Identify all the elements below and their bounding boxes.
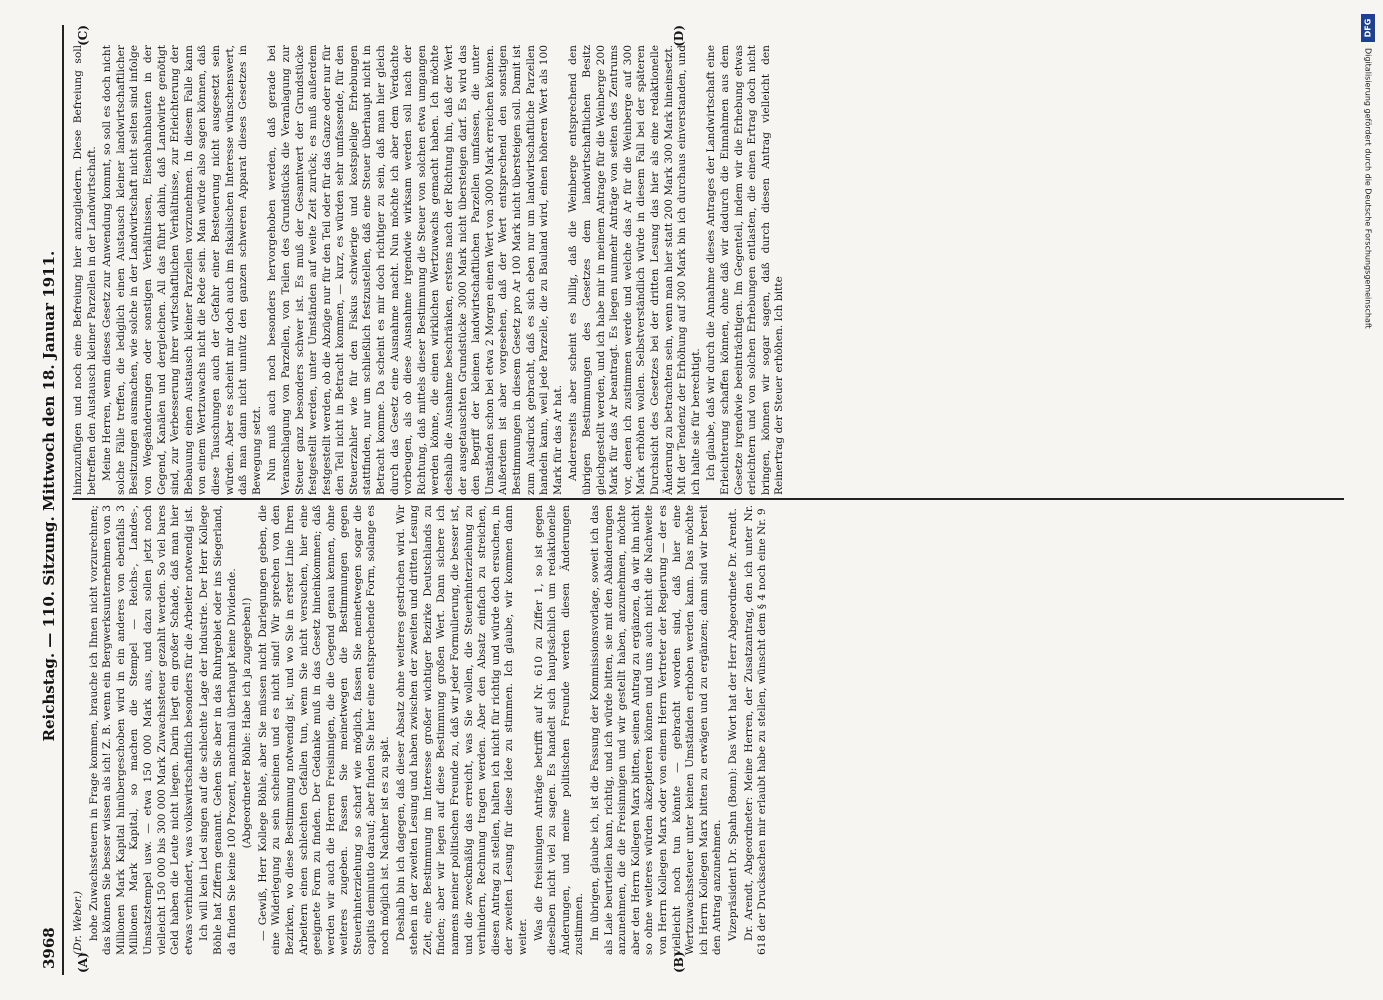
margin-marker-c: (C) <box>75 25 90 46</box>
right-paragraph: Nun muß auch noch besonders hervorgehoben werden, daß gerade bei Veranschlagung von Parzellen, von Teilen des Grundstücks die Veranlagung zur Steuer ganz besonders schwer ist. Es muß der Gesamtwert der Grundstücke festgestellt werden, unter Umständen auf weite Zeit zurück; es muß außerdem festgestellt werden, ob die Abzüge nur für den Teil oder für das Ganze oder nur für den Teil nicht in Betracht kommen, — kurz, es würden sehr umfassende, für den Steuerzahler wie für den Fiskus schwierige und kostspielige Erhebungen stattfinden, nur um schließlich festzustellen, daß eine Steuer überhaupt nicht in Betracht komme. Da scheint es mir doch richtiger zu sein, daß man hier gleich durch das Gesetz eine Ausnahme macht. Nun möchte ich aber dem Verdachte vorbeugen, als ob diese Ausnahme irgendwie wirksam werden soll nach der Richtung, daß mittels dieser Bestimmung die Steuer von solchen etwa umgangen werden könne, die einen wirklichen Wertzuwachs gemacht haben. Ich möchte deshalb die Ausnahme beschränken, erstens nach der Richtung hin, daß der Wert der ausgetauschten Grundstücke 3000 Mark nicht übersteigen darf. Es wird das den Begriff der kleinen landwirtschaftlichen Parzellen umfassen, die unter Umständen schon bei etwa 2 Morgen einen Wert von 3000 Mark erreichen können. Außerdem ist aber vorgesehen, daß der Wert entsprechend den sonstigen Bestimmungen in diesem Gesetz pro Ar 100 Mark nicht übersteigen soll. Damit ist zum Ausdruck gebracht, daß es sich eben nur um landwirtschaftliche Parzellen handeln kann, weil jede Parzelle, die zu Bauland wird, einen höheren Wert als 100 Mark für das Ar hat. <box>265 45 564 495</box>
left-paragraph: (Abgeordneter Böhle: Habe ich ja zugegeben!) <box>240 597 253 849</box>
margin-marker-d: (D) <box>671 25 686 47</box>
left-paragraph: Was die freisinnigen Anträge betrifft auf Nr. 610 zu Ziffer 1, so ist gegen dieselben nicht viel zu sagen. Es handelt sich hauptsächlich um redaktionelle Änderungen, und meine politischen Freunde werden diesen Änderungen zustimmen. <box>532 505 585 955</box>
rotated-page <box>32 25 1352 975</box>
speaker-tag: (Dr. Weber.) <box>71 890 84 955</box>
left-column <box>72 505 1344 955</box>
dfg-logo: DFG <box>1361 14 1375 42</box>
right-paragraph: hinzuzufügen und noch eine Befreiung hier anzugliedern. Diese Befreiung soll betreffen den Austausch kleiner Parzellen in der Landwirtschaft. <box>71 45 98 495</box>
right-column <box>72 45 1344 495</box>
page-title: Reichstag. — 110. Sitzung. Mittwoch den 18. Januar 1911. <box>39 250 58 742</box>
arendt-paragraph: Dr. Arendt, Abgeordneter: Meine Herren, der Zusatzantrag, den ich unter Nr. 618 der Drucksachen mir erlaubt habe zu stellen, wünscht dem § 4 noch eine Nr. 9 <box>742 505 768 955</box>
column-divider <box>72 498 1344 500</box>
left-paragraph: — Gewiß, Herr Kollege Böhle, aber Sie müssen nicht Darlegungen geben, die eine Widerlegung zu sein scheinen und es nicht sind! Wir sprechen von den Bezirken, wo diese Bestimmung notwendig ist, und wo Sie in erster Linie Ihren Arbeitern einen schlechten Gefallen tun, wenn Sie nicht versuchen, hier eine geeignete Form zu finden. Der Gedanke muß in das Gesetz hineinkommen; daß werden wir auch die Herren Freisinnigen, die die Gegend genau kennen, ohne weiteres zugeben. Fassen Sie meinetwegen die Bestimmungen gegen Steuerhinterziehung so scharf wie möglich, fassen Sie meinetwegen sogar die capitis deminutio darauf; aber finden Sie hier eine entsprechende Form, solange es noch möglich ist. Nachher ist es zu spät. <box>256 505 391 955</box>
left-paragraph: Deshalb bin ich dagegen, daß dieser Absatz ohne weiteres gestrichen wird. Wir stehen in der zweiten Lesung und haben zwischen der zweiten und dritten Lesung Zeit, eine Bestimmung im Interesse großer wichtiger Bezirke Deutschlands zu finden; aber wir legen auf diese Bestimmung großen Wert. Dann sichere ich namens meiner politischen Freunde zu, daß wir jeder Formulierung, die besser ist, und die zweckmäßig das erreicht, was Sie wollen, die Steuerhinterziehung zu verhindern, Rechnung tragen werden. Aber den Absatz einfach zu streichen, diesen Antrag zu stellen, halten ich nicht für richtig und würde doch ersuchen, in der zweiten Lesung für diese Idee zu stimmen. Ich glaube, wir kommen dann weiter. <box>394 505 529 955</box>
stamp-caption: Digitalisierung gefördert durch die Deutsche Forschungsgemeinschaft <box>1363 48 1373 329</box>
president-line: Vizepräsident Dr. Spahn (Bonn): Das Wort hat der Herr Abgeordnete Dr. Arendt. <box>726 508 739 941</box>
margin-marker-b: (B) <box>671 951 686 973</box>
margin-marker-a: (A) <box>75 952 90 973</box>
left-paragraph: Ich will kein Lied singen auf die schlechte Lage der Industrie. Der Herr Kollege Böhle hat Ziffern genannt. Gehen Sie aber in das Ruhrgebiet oder ins Siegerland, da finden Sie keine 100 Prozent, manchmal überhaupt keine Dividende. <box>197 505 238 955</box>
digitization-stamp <box>1361 6 1375 996</box>
page-number: 3968 <box>39 927 58 969</box>
right-paragraph: Meine Herren, wenn dieses Gesetz zur Anwendung kommt, so soll es doch nicht solche Fälle treffen, die lediglich einen Austausch kleiner landwirtschaftlicher Besitzungen ausmachen, wie solche in der Landwirtschaft nicht selten sind infolge von Wegeänderungen oder sonstigen Verhältnissen, Eisenbahnbauten in der Gegend, Kanälen und dergleichen. All das führt dahin, daß Landwirte genötigt sind, zur Verbesserung ihrer wirtschaftlichen Verhältnisse, zur Erleichterung der Bebauung einen Austausch kleiner Parzellen vorzunehmen. In diesem Falle kann von einem Wertzuwachs nicht die Rede sein. Man würde also sagen können, daß diese Tauschungen auch der Gefahr einer Besteuerung nicht ausgesetzt sein würden. Aber es scheint mir doch auch im fiskalischen Interesse wünschenswert, daß man dann nicht unnütz den ganzen schweren Apparat dieses Gesetzes in Bewegung setzt. <box>100 45 263 495</box>
right-paragraph: Andererseits aber scheint es billig, daß die Weinberge entsprechend den übrigen Bestimmungen des Gesetzes dem landwirtschaftlichen Besitz gleichgestellt werden, und ich habe mir in meinem Antrage für die Weinberge 200 Mark für das Ar beantragt. Es liegen nunmehr Anträge von seiten des Zentrums vor, denen ich zustimmen werde und welche das Ar für die Weinberge auf 300 Mark erhöhen wollen. Selbstverständlich würde in diesem Fall bei der späteren Durchsicht des Gesetzes bei der dritten Lesung das hier als eine redaktionelle Änderung zu betrachten sein, wenn man hier statt 200 Mark 300 Mark hineinsetzt. Mit der Tendenz der Erhöhung auf 300 Mark bin ich durchaus einverstanden, und ich halte sie für berechtigt. <box>566 45 702 495</box>
left-paragraph: Im übrigen, glaube ich, ist die Fassung der Kommissionsvorlage, soweit ich das als Laie beurteilen kann, richtig, und ich würde bitten, sie mit den Abänderungen anzunehmen, die die Freisinnigen und wir gestellt haben, anzunehmen, möchte aber den Herrn Kollegen Marx bitten, seinen Antrag zu ergänzen, da wir ihn nicht so ohne weiteres würden akzeptieren können und uns auch nicht die Nachweite von Herrn Kollegen Marx oder von einem Herrn Vertreter der Regierung — der es vielleicht noch tun könnte — gebracht worden sind, daß hier eine Wertzuwachssteuer unter keinen Umständen erhoben werden kann. Das möchte ich Herrn Kollegen Marx bitten zu erwägen und zu ergänzen; dann sind wir bereit den Antrag anzunehmen. <box>588 505 723 955</box>
left-paragraph: hohe Zuwachssteuern in Frage kommen, brauche ich Ihnen nicht vorzurechnen; das können Sie besser wissen als ich! Z. B. wenn ein Bergwerksunternehmen von 3 Millionen Mark Kapital hinübergeschoben wird in ein anderes von ebenfalls 3 Millionen Mark Kapital, so machen die Stempel — Reichs-, Landes-, Umsatzstempel usw. — etwa 150 000 Mark aus, und dazu sollen jetzt noch vielleicht 150 000 bis 300 000 Mark Zuwachssteuer gezahlt werden. So viel bares Geld haben die Leute nicht liegen. Darin liegt ein großer Schade, daß man hier etwas verhindert, was volkswirtschaftlich besonders für die Arbeiter notwendig ist. <box>87 505 195 955</box>
right-paragraph: Ich glaube, daß wir durch die Annahme dieses Antrages der Landwirtschaft eine Erleichterung schaffen können, ohne daß wir dadurch die Einnahmen aus dem Gesetze irgendwie beeinträchtigen. Im Gegenteil, indem wir die Erhebung etwas erleichtern und von solchen Erhebungen entlasten, die einen Ertrag doch nicht bringen, können wir sogar sagen, daß durch diesen Antrag vielleicht den Reinertrag der Steuer erhöhen. Ich bitte <box>704 45 785 495</box>
page-header <box>38 25 64 975</box>
